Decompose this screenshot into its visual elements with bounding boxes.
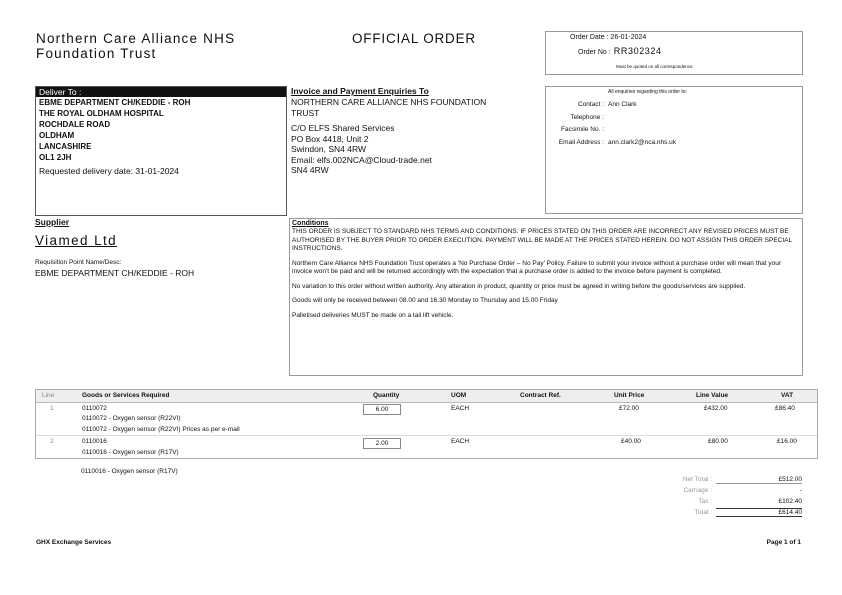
order-info-box: [545, 31, 803, 75]
row-line-value: £432.00: [704, 405, 728, 412]
footer-left: GHX Exchange Services: [36, 539, 112, 546]
document-title: OFFICIAL ORDER: [352, 31, 476, 46]
order-date-value: 26-01-2024: [610, 34, 647, 41]
conditions-label: Conditions: [292, 220, 329, 227]
supplier-name: Viamed Ltd: [35, 233, 118, 248]
totals-block: [640, 476, 802, 522]
deliver-to-box: [35, 86, 287, 216]
row-code: 0110072: [82, 405, 107, 412]
contact-label: Contact :: [577, 101, 604, 108]
order-number-value: RR302324: [613, 46, 662, 56]
tax-value: £102.40: [778, 498, 802, 505]
tax-label: Tax :: [698, 498, 712, 505]
invoice-line: PO Box 4418, Unit 2: [291, 133, 369, 144]
row-code: 0110016: [82, 438, 107, 445]
total-value: £614.40: [716, 508, 802, 517]
contact-heading: All enquiries regarding this order to:: [608, 89, 687, 95]
deliver-line: ROCHDALE ROAD: [39, 120, 111, 129]
facsimile-label: Facsimile No. :: [561, 126, 604, 133]
row-divider: [36, 435, 817, 436]
conditions-paragraph: THIS ORDER IS SUBJECT TO STANDARD NHS TERMS AND CONDITIONS. IF PRICES STATED ON THIS ORDER ARE INCORRECT ANY REVISED PRICES MUST BE AUTHORISED BY THE BUYER PRIOR TO ORDER EXECUTION. PAYMENT WILL BE MADE AT THE PRICES STATED HEREIN. DO NOT ASSIGN THIS ORDER SPECIAL INSTRUCTIONS.: [292, 228, 792, 252]
conditions-paragraph: Palletised deliveries MUST be made on a tail lift vehicle.: [292, 311, 454, 319]
deliver-line: OLDHAM: [39, 131, 75, 140]
invoice-line: NORTHERN CARE ALLIANCE NHS FOUNDATION: [291, 97, 487, 107]
invoice-box: [289, 86, 544, 212]
row-description-extra: 0110016 - Oxygen sensor (R17V): [81, 468, 178, 475]
organisation-name: [36, 31, 235, 61]
order-number-label: Order No :: [578, 49, 611, 56]
deliver-line: EBME DEPARTMENT CH/KEDDIE - ROH: [39, 98, 191, 107]
deliver-line: OL1 2JH: [39, 153, 72, 162]
row-description: 0110016 - Oxygen sensor (R17V): [82, 449, 179, 456]
net-total-value: £512.00: [716, 476, 802, 484]
row-line-number: 1: [50, 405, 54, 412]
table-header: [36, 390, 817, 403]
row-line-value: £80.00: [708, 438, 728, 445]
total-label: Total :: [694, 509, 712, 516]
row-description: 0110072 - Oxygen sensor (R22VI) Prices as per e-mail: [82, 426, 240, 433]
invoice-email: Email: elfs.002NCA@Cloud-trade.net: [291, 154, 432, 165]
row-vat: £16.00: [777, 438, 797, 445]
deliver-to-label: Deliver To :: [36, 87, 286, 97]
order-number: [578, 46, 662, 56]
email-value: ann.clark2@nca.nhs.uk: [608, 139, 677, 146]
net-total-label: Net Total :: [682, 476, 712, 483]
header-vat: VAT: [781, 392, 794, 399]
header-quantity: Quantity: [373, 392, 400, 399]
header-contract: Contract Ref.: [520, 392, 561, 399]
row-unit-price: £72.00: [619, 405, 639, 412]
invoice-line: SN4 4RW: [291, 165, 329, 175]
header-line: Line: [42, 392, 55, 399]
header-unit-price: Unit Price: [614, 392, 645, 399]
supplier-label: Supplier: [35, 217, 70, 227]
org-line-1: Northern Care Alliance NHS: [36, 31, 236, 46]
invoice-line: Swindon, SN4 4RW: [291, 144, 366, 154]
row-uom: EACH: [451, 405, 470, 412]
conditions-paragraph: Goods will only be received between 08.00 and 16.30 Monday to Thursday and 15.00 Friday: [292, 297, 558, 304]
order-date: [570, 34, 646, 41]
contact-value: Ann Clark: [608, 101, 637, 108]
order-date-label: Order Date :: [570, 34, 609, 41]
order-items-table: [35, 389, 818, 459]
page-number: Page 1 of 1: [766, 539, 801, 546]
requisition-value: EBME DEPARTMENT CH/KEDDIE - ROH: [35, 268, 195, 278]
email-label: Email Address :: [558, 139, 604, 146]
invoice-line: TRUST: [291, 107, 320, 118]
row-vat: £86.40: [775, 405, 795, 412]
row-quantity: 2.00: [363, 438, 401, 449]
header-uom: UOM: [451, 392, 467, 399]
row-uom: EACH: [451, 438, 470, 445]
invoice-label: Invoice and Payment Enquiries To: [291, 86, 429, 96]
row-quantity: 6.00: [363, 404, 401, 415]
row-description: 0110072 - Oxygen sensor (R22VI): [82, 415, 181, 422]
carriage-label: Carriage :: [683, 487, 712, 494]
conditions-paragraph: No variation to this order without written authority. Any alteration in product, quantity or price must be agreed in writing before the goods/services are supplied.: [292, 282, 746, 290]
row-line-number: 2: [50, 438, 54, 445]
conditions-paragraph: Northern Care Alliance NHS Foundation Trust operates a 'No Purchase Order – No Pay' Policy. Failure to submit your invoice without a purchase order will mean that your invoice won't be paid and will be returned accordingly with the expectation that a purchase order is added to the invoice before payment is completed.: [292, 259, 782, 275]
org-line-2: Foundation Trust: [36, 46, 157, 61]
carriage-value: -: [799, 487, 802, 494]
contact-box: [545, 86, 803, 214]
telephone-label: Telephone :: [570, 114, 604, 121]
deliver-line: LANCASHIRE: [39, 142, 92, 151]
requisition-label: Requisition Point Name/Desc:: [35, 259, 122, 266]
deliver-line: THE ROYAL OLDHAM HOSPITAL: [39, 109, 164, 118]
header-goods: Goods or Services Required: [82, 392, 170, 399]
row-unit-price: £40.00: [621, 438, 641, 445]
requested-delivery-date: Requested delivery date: 31-01-2024: [39, 166, 179, 176]
quote-note: Must be quoted on all correspondence.: [616, 64, 694, 69]
invoice-line: C/O ELFS Shared Services: [291, 123, 395, 133]
conditions-box: [289, 218, 803, 376]
header-line-value: Line Value: [696, 392, 729, 399]
